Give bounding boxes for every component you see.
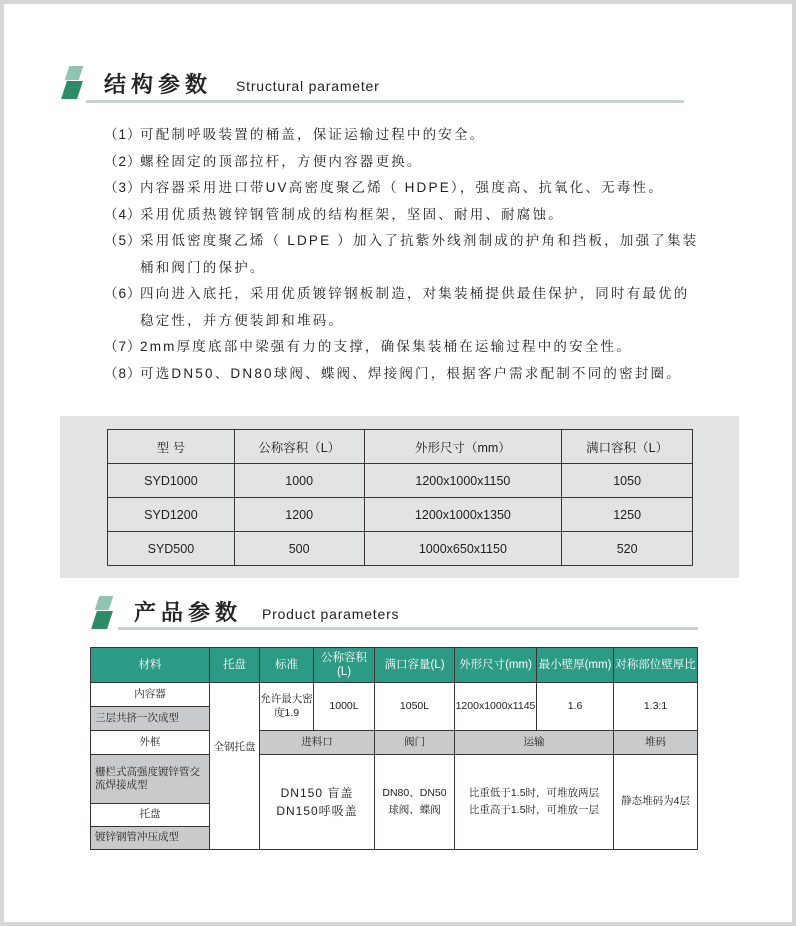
- cell-pallet-process: 镀锌钢管冲压成型: [91, 827, 210, 850]
- cell-nominal-volume: 1000: [234, 464, 364, 498]
- section-title-en: Structural parameter: [236, 78, 380, 94]
- header-full-volume: 满口容积（L）: [562, 430, 693, 464]
- model-table: [107, 429, 693, 566]
- section-header-structural: [4, 62, 792, 102]
- table-row: [108, 532, 693, 566]
- table-header-row: [91, 648, 698, 683]
- cell-dimensions: 1200x1000x1150: [364, 464, 562, 498]
- cell-full-volume: 1050L: [375, 683, 455, 731]
- cell-nominal-volume: 500: [234, 532, 364, 566]
- transport-line: 比重低于1.5时，可堆放两层: [468, 787, 600, 800]
- cell-model: SYD1000: [108, 464, 235, 498]
- header-full-volume: 满口容量(L): [375, 648, 455, 683]
- header-dimensions: 外形尺寸(mm): [455, 648, 537, 683]
- header-material: 材料: [91, 648, 210, 683]
- subheader-transport: 运输: [455, 731, 614, 755]
- cell-valve: [375, 755, 455, 850]
- table-row: [91, 683, 698, 707]
- section-title-en: Product parameters: [262, 606, 400, 622]
- valve-line: DN80、DN50: [382, 787, 447, 800]
- section-header-product: [4, 592, 792, 632]
- feature-list: [104, 122, 704, 387]
- section-divider: [86, 100, 684, 103]
- table-row: [91, 755, 698, 804]
- section-logo-icon: [92, 596, 118, 630]
- subheader-valve: 阀门: [375, 731, 455, 755]
- cell-wall-ratio: 1.3:1: [614, 683, 698, 731]
- cell-nominal-volume: 1000L: [314, 683, 375, 731]
- cell-dimensions: 1200x1000x1350: [364, 498, 562, 532]
- header-nominal-volume: 公称容积（L）: [234, 430, 364, 464]
- inlet-line: DN150呼吸盖: [276, 804, 358, 818]
- cell-inner-process: 三层共挤一次成型: [91, 707, 210, 731]
- cell-pallet-type: 全钢托盘: [210, 683, 260, 850]
- cell-pallet: 托盘: [91, 804, 210, 827]
- cell-nominal-volume: 1200: [234, 498, 364, 532]
- cell-model: SYD1200: [108, 498, 235, 532]
- table-row: [108, 498, 693, 532]
- header-dimensions: 外形尺寸（mm）: [364, 430, 562, 464]
- cell-inlet: [260, 755, 375, 850]
- cell-dimensions: 1000x650x1150: [364, 532, 562, 566]
- section-divider: [118, 627, 698, 630]
- feature-item: （2） 螺栓固定的顶部拉杆，方便内容器更换。: [104, 153, 423, 169]
- cell-full-volume: 1250: [562, 498, 693, 532]
- header-nominal-volume: 公称容积(L): [314, 648, 375, 683]
- cell-standard: 允许最大密度1.9: [260, 683, 314, 731]
- header-model: 型 号: [108, 430, 235, 464]
- cell-full-volume: 520: [562, 532, 693, 566]
- subheader-stacking: 堆码: [614, 731, 698, 755]
- header-wall-ratio: 对称部位壁厚比: [614, 648, 698, 683]
- inlet-line: DN150 盲盖: [280, 786, 354, 800]
- feature-item: （8） 可选DN50、DN80球阀、蝶阀、焊接阀门，根据客户需求配制不同的密封圈。: [104, 365, 682, 381]
- feature-item: （5） 采用低密度聚乙烯（ LDPE ）加入了抗紫外线剂制成的护角和挡板，加强了集装桶和阀门的保护。: [104, 233, 699, 275]
- cell-stacking: 静态堆码为4层: [614, 755, 698, 850]
- feature-item: （1） 可配制呼吸装置的桶盖，保证运输过程中的安全。: [104, 127, 486, 142]
- header-standard: 标准: [260, 648, 314, 683]
- cell-transport: [455, 755, 614, 850]
- subheader-inlet: 进料口: [260, 731, 375, 755]
- page: [4, 4, 792, 922]
- header-pallet: 托盘: [210, 648, 260, 683]
- section-logo-icon: [62, 66, 88, 100]
- feature-item: （7） 2mm厚度底部中梁强有力的支撑，确保集装桶在运输过程中的安全性。: [104, 339, 632, 354]
- section-title-cn: 产品参数: [134, 600, 243, 626]
- feature-item: （6） 四向进入底托，采用优质镀锌钢板制造，对集装桶提供最佳保护，同时有最优的稳定性，并方便装卸和堆码。: [104, 286, 690, 328]
- cell-outer-frame: 外框: [91, 731, 210, 755]
- table-row: [91, 731, 698, 755]
- feature-item: （4） 采用优质热镀锌钢管制成的结构框架，坚固、耐用、耐腐蚀。: [104, 206, 564, 222]
- header-min-wall: 最小壁厚(mm): [537, 648, 614, 683]
- valve-line: 球阀、蝶阀: [388, 804, 441, 816]
- cell-outer-process: 栅栏式高强度镀锌管交流焊接成型: [91, 755, 210, 804]
- cell-dimensions: 1200x1000x1145: [455, 683, 537, 731]
- transport-line: 比重高于1.5时，可堆放一层: [468, 804, 600, 816]
- cell-inner-container: 内容器: [91, 683, 210, 707]
- table-row: [108, 464, 693, 498]
- product-table: [90, 647, 698, 850]
- cell-min-wall: 1.6: [537, 683, 614, 731]
- cell-full-volume: 1050: [562, 464, 693, 498]
- feature-item: （3） 内容器采用进口带UV高密度聚乙烯（ HDPE），强度高、抗氧化、无毒性。: [104, 180, 664, 195]
- cell-model: SYD500: [108, 532, 235, 566]
- section-title-cn: 结构参数: [104, 72, 213, 98]
- table-header-row: [108, 430, 693, 464]
